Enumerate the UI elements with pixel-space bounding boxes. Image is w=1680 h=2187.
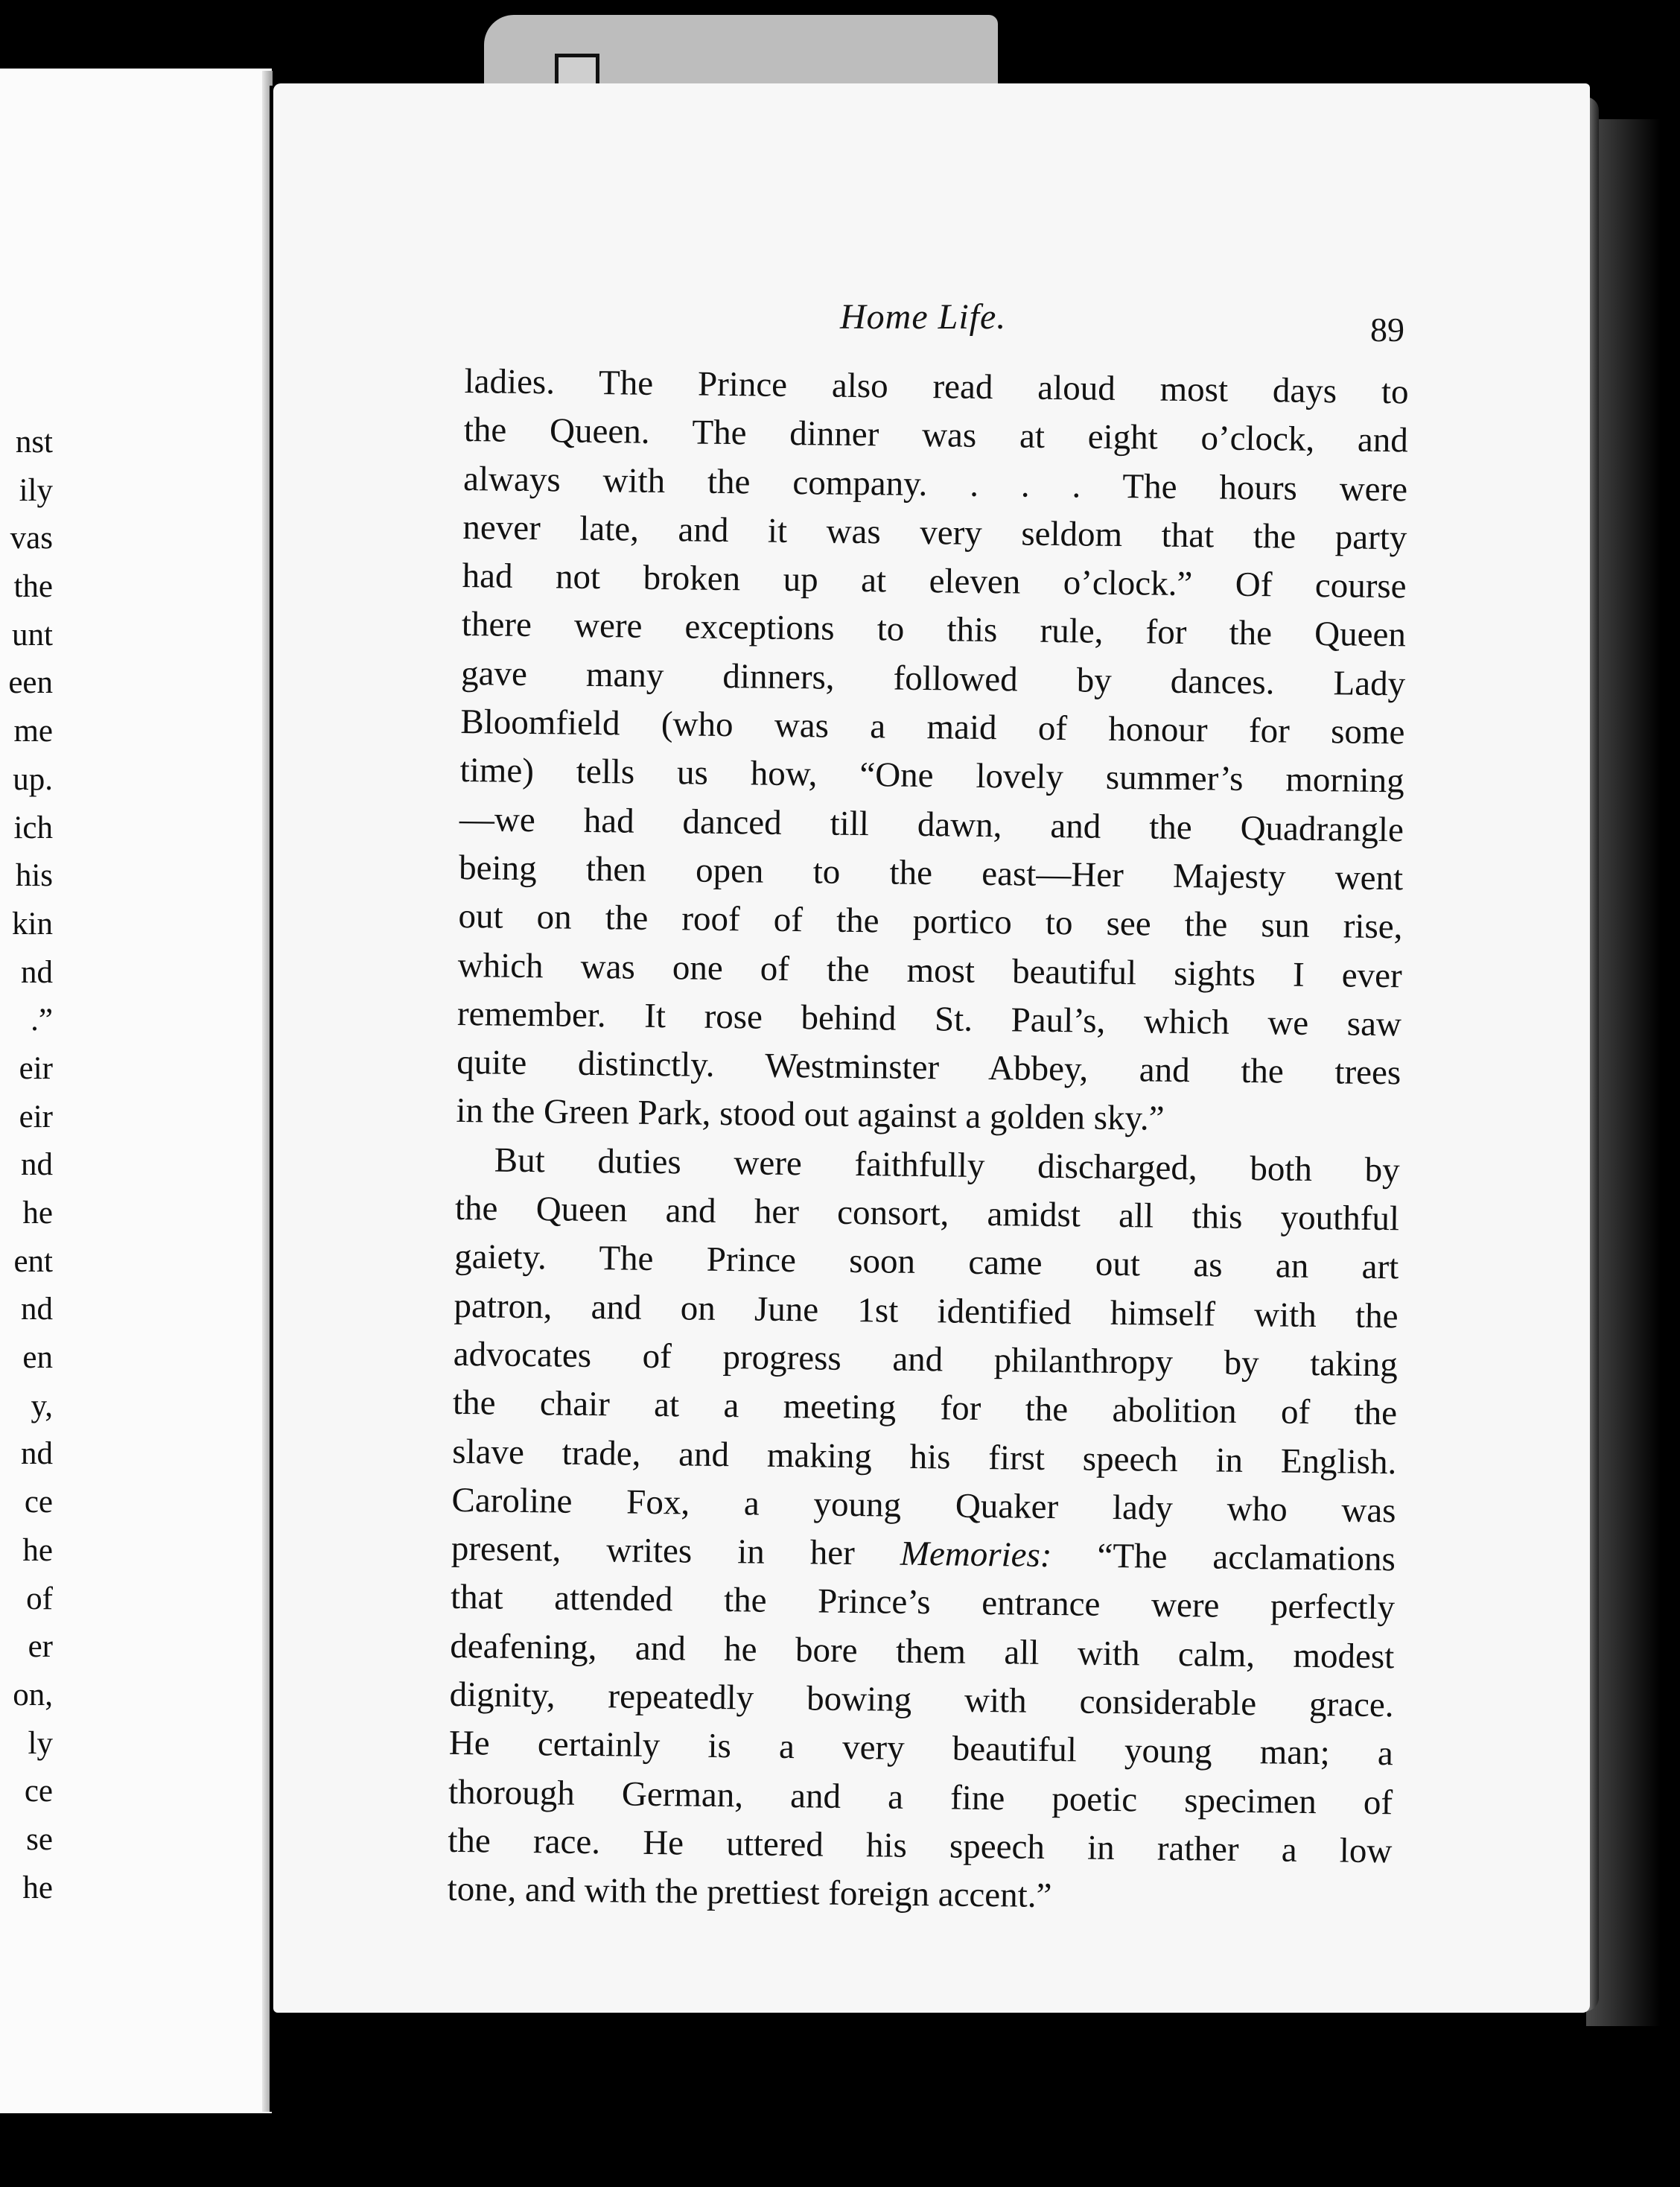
body-line: there were exceptions to this rule, for the Queen (461, 605, 1407, 655)
previous-page-line-fragment: up. (13, 761, 53, 797)
scan-bottom-border (0, 2115, 1680, 2187)
body-line: the Queen. The dinner was at eight o’clock, and (463, 410, 1409, 460)
body-line: Bloomfield (who was a maid of honour for some (460, 702, 1405, 752)
body-line: had not broken up at eleven o’clock.” Of course (462, 556, 1407, 606)
body-line: patron, and on June 1st identified himself with the (454, 1286, 1399, 1336)
body-line: time) tells us how, “One lovely summer’s morning (459, 751, 1404, 801)
previous-page (0, 69, 272, 2113)
body-line: advocates of progress and philanthropy by taking (453, 1334, 1399, 1385)
previous-page-line-fragment: his (15, 858, 53, 894)
previous-page-line-fragment: nd (21, 1436, 53, 1472)
body-line-text: present, writes in her (451, 1529, 856, 1573)
previous-page-line-fragment: nst (15, 425, 53, 460)
previous-page-line-fragment: ce (24, 1485, 53, 1520)
body-line: gaiety. The Prince soon came out as an art (454, 1237, 1399, 1287)
body-line: slave trade, and making his first speech in English. (452, 1432, 1397, 1482)
body-line: in the Green Park, stood out against a golden sky.” (456, 1091, 1165, 1139)
body-line: the race. He uttered his speech in rather a low (448, 1821, 1393, 1871)
body-line: out on the roof of the portico to see the sun rise, (458, 897, 1403, 947)
previous-page-line-fragment: een (8, 665, 53, 701)
previous-page-line-fragment: er (28, 1629, 53, 1665)
previous-page-line-fragment: ent (13, 1243, 53, 1279)
body-line: the chair at a meeting for the abolition of the (452, 1383, 1398, 1433)
body-line: never late, and it was very seldom that the party (462, 507, 1407, 558)
previous-page-line-fragment: ce (24, 1774, 53, 1809)
body-line: deafening, and he bore them all with calm, modest (450, 1626, 1395, 1676)
previous-page-line-fragment: eir (19, 1099, 53, 1134)
body-line: thorough German, and a fine poetic specimen of (448, 1772, 1393, 1822)
body-line: that attended the Prince’s entrance were perfectly (450, 1578, 1396, 1628)
previous-page-line-fragment: y, (31, 1388, 53, 1423)
previous-page-text (0, 419, 56, 1912)
previous-page-line-fragment: ly (28, 1725, 53, 1761)
previous-page-line-fragment: he (22, 1870, 53, 1905)
body-line: But duties were faithfully discharged, both by (494, 1140, 1400, 1190)
body-line: always with the company. . . . The hours were (462, 459, 1408, 509)
previous-page-line-fragment: ich (13, 810, 53, 845)
body-line: gave many dinners, followed by dances. Lady (460, 653, 1406, 704)
body-line: —we had danced till dawn, and the Quadrangle (459, 799, 1404, 850)
body-line: being then open to the east—Her Majesty went (458, 848, 1404, 898)
running-head: Home Life. (840, 297, 1007, 337)
body-line: the Queen and her consort, amidst all this youthful (454, 1188, 1400, 1239)
book-title: Memories: (900, 1534, 1052, 1575)
previous-page-line-fragment: eir (19, 1050, 53, 1086)
body-line: quite distinctly. Westminster Abbey, and the trees (456, 1043, 1401, 1093)
body-line: tone, and with the prettiest foreign accent.” (447, 1870, 1052, 1916)
previous-page-line-fragment: nd (21, 1292, 53, 1327)
previous-page-line-fragment: on, (13, 1677, 53, 1713)
page-number: 89 (1370, 311, 1404, 349)
previous-page-line-fragment: unt (12, 617, 53, 653)
previous-page-line-fragment: en (22, 1340, 53, 1376)
previous-page-line-fragment: the (13, 569, 53, 605)
previous-page-line-fragment: nd (21, 954, 53, 990)
previous-page-line-fragment: .” (31, 1003, 53, 1038)
previous-page-line-fragment: se (26, 1821, 53, 1857)
previous-page-line-fragment: he (22, 1532, 53, 1568)
body-line: remember. It rose behind St. Paul’s, which we saw (456, 994, 1402, 1044)
body-line: He certainly is a very beautiful young man; a (448, 1724, 1394, 1774)
body-line: ladies. The Prince also read aloud most days to (464, 361, 1409, 412)
previous-page-line-fragment: vas (10, 521, 53, 556)
body-line: which was one of the most beautiful sights I ever (457, 945, 1402, 995)
previous-page-line-fragment: me (13, 714, 53, 749)
body-text (447, 358, 1409, 1925)
previous-page-line-fragment: of (26, 1581, 53, 1616)
previous-page-line-fragment: nd (21, 1147, 53, 1183)
body-line: dignity, repeatedly bowing with considerable grace. (449, 1675, 1394, 1725)
previous-page-line-fragment: he (22, 1196, 53, 1231)
body-line-text: “The acclamations (1051, 1536, 1396, 1579)
previous-page-line-fragment: ily (19, 472, 53, 508)
previous-page-line-fragment: kin (12, 906, 53, 942)
body-line: Caroline Fox, a young Quaker lady who was (451, 1480, 1396, 1531)
